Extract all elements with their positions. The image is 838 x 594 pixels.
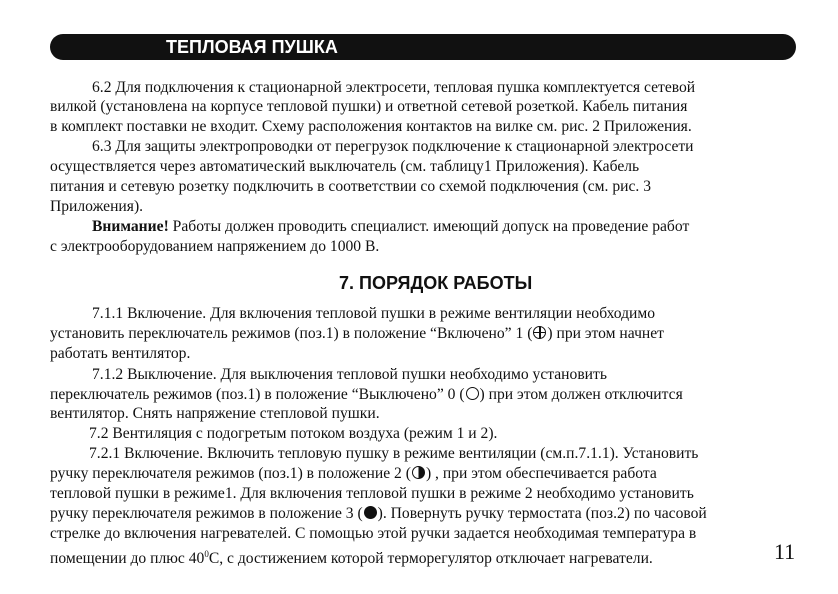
degree-superscript: 0 — [204, 549, 209, 559]
text: ) при этом начнет — [547, 325, 665, 342]
para-6-3-line-1: 6.3 Для защиты электропроводки от перегрузок подключение к стационарной электросети — [92, 138, 694, 155]
full-circle-icon — [364, 506, 377, 519]
para-7-1-2-line-2 — [50, 386, 683, 404]
warning-line-1 — [92, 218, 689, 236]
warning-text: Работы должен проводить специалист. имеющий допуск на проведение работ — [168, 218, 690, 235]
text: установить переключатель режимов (поз.1) в положение “Включено” 1 ( — [50, 325, 533, 342]
para-7-2: 7.2 Вентиляция с подогретым потоком воздуха (режим 1 и 2). — [89, 425, 498, 442]
para-6-2-line-2: вилкой (установлена на корпусе тепловой пушки) и ответной сетевой розеткой. Кабель питания — [50, 98, 688, 115]
para-7-2-1-line-5: стрелке до включения нагревателей. С помощью этой ручки задается необходимая температура в — [50, 525, 697, 542]
page-header-title: ТЕПЛОВАЯ ПУШКА — [166, 37, 338, 57]
para-6-2-line-3: в комплект поставки не входит. Схему расположения контактов на вилке см. рис. 2 Приложения. — [50, 118, 692, 135]
text: ). Повернуть ручку термостата (поз.2) по часовой — [377, 505, 707, 522]
text: переключатель режимов (поз.1) в положение “Выключено” 0 ( — [50, 386, 465, 403]
text: ) при этом должен отключится — [479, 386, 683, 403]
section-title: 7. ПОРЯДОК РАБОТЫ — [339, 273, 533, 293]
text: ) , при этом обеспечивается работа — [425, 465, 657, 482]
para-7-1-2-line-1: 7.1.2 Выключение. Для выключения тепловой пушки необходимо установить — [92, 366, 607, 383]
page-number: 11 — [774, 539, 796, 564]
text: С, с достижением которой терморегулятор отключает нагреватели. — [208, 550, 653, 568]
half-circle-icon — [412, 466, 425, 479]
para-7-1-2-line-3: вентилятор. Снять напряжение степловой пушки. — [50, 405, 380, 422]
warning-label: Внимание! — [92, 218, 169, 235]
fan-mode-icon — [533, 326, 546, 339]
para-7-1-1-line-2 — [50, 325, 664, 343]
para-7-2-1-line-3: тепловой пушки в режиме1. Для включения тепловой пушки в режиме 2 необходимо установить — [50, 485, 694, 502]
text: помещении до плюс 40 — [50, 550, 205, 568]
para-6-3-line-2: осуществляется через автоматический выключатель (см. таблицу1 Приложения). Кабель — [50, 158, 640, 175]
para-6-3-line-4: Приложения). — [50, 198, 144, 215]
para-7-1-1-line-3: работать вентилятор. — [50, 345, 191, 362]
para-7-2-1-line-2 — [50, 465, 657, 483]
para-7-1-1-line-1: 7.1.1 Включение. Для включения тепловой пушки в режиме вентиляции необходимо — [92, 305, 656, 322]
text: ручку переключателя режимов в положение 3 ( — [50, 505, 363, 522]
para-6-2-line-1: 6.2 Для подключения к стационарной электросети, тепловая пушка комплектуется сетевой — [92, 79, 696, 96]
para-7-2-1-line-6 — [50, 545, 653, 568]
header-bar — [50, 34, 796, 60]
para-7-2-1-line-4 — [50, 505, 707, 523]
text: ручку переключателя режимов (поз.1) в положение 2 ( — [50, 465, 411, 482]
para-7-2-1-line-1: 7.2.1 Включение. Включить тепловую пушку в режиме вентиляции (см.п.7.1.1). Установить — [89, 445, 699, 462]
off-circle-icon — [466, 387, 479, 400]
warning-line-2: с электрооборудованием напряжением до 1000 В. — [50, 238, 380, 255]
para-6-3-line-3: питания и сетевую розетку подключить в соответствии со схемой подключения (см. рис. 3 — [50, 178, 651, 195]
